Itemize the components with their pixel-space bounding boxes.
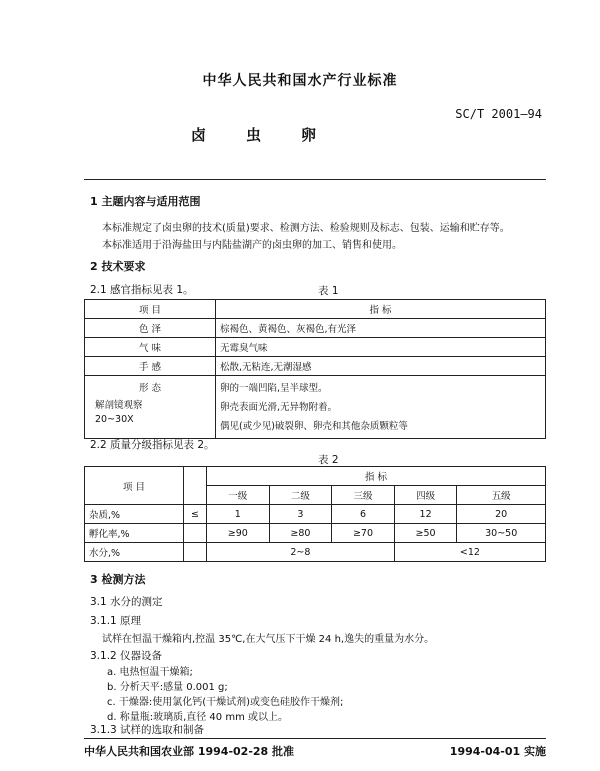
standard-header: 中华人民共和国水产行业标准 — [202, 73, 398, 89]
table-row — [85, 376, 546, 439]
table-2-op-header — [184, 467, 207, 505]
table-row — [85, 300, 546, 319]
table-1-shape-line: 偶见(或少见)破裂卵、卵壳和其他杂质颗粒等 — [220, 421, 408, 432]
section-2-2: 2.2 质量分级指标见表 2。 — [90, 439, 215, 451]
table-2-grade: 三级 — [332, 486, 395, 505]
table-2-op — [184, 543, 207, 562]
table-2-value: 1 — [207, 505, 270, 524]
table-1-item: 色 泽 — [85, 319, 216, 338]
table-1-value: 松散,无粘连,无潮湿感 — [216, 357, 546, 376]
section-3-1-1-text: 试样在恒温干燥箱内,控温 35℃,在大气压下干燥 24 h,逸失的重量为水分。 — [102, 634, 435, 645]
section-1-para-2: 本标准适用于沿海盐田与内陆盐湖产的卤虫卵的加工、销售和使用。 — [102, 240, 402, 251]
equipment-c: c. 干燥器:使用氯化钙(干燥试剂)或变色硅胶作干燥剂; — [107, 697, 344, 708]
table-row — [85, 524, 546, 543]
table-2-item: 孵化率,% — [85, 524, 184, 543]
table-1-col-item: 项 目 — [85, 300, 216, 319]
table-row — [85, 338, 546, 357]
section-2-heading: 2 技术要求 — [90, 260, 146, 273]
table-row — [85, 543, 546, 562]
section-1-heading: 1 主题内容与适用范围 — [90, 195, 201, 208]
table-1-shape-mag: 20~30X — [95, 414, 134, 425]
table-2-value: ≥90 — [207, 524, 270, 543]
table-row — [85, 467, 546, 486]
table-2-grade: 四级 — [394, 486, 457, 505]
table-2-col-index: 指 标 — [207, 467, 546, 486]
title-char-2: 虫 — [246, 126, 262, 144]
table-2-moisture-a: 2~8 — [207, 543, 395, 562]
table-2-op: ≤ — [184, 505, 207, 524]
footer-effective: 1994-04-01 实施 — [449, 745, 546, 758]
table-2-value: 20 — [457, 505, 546, 524]
table-2-value: ≥80 — [269, 524, 332, 543]
table-1-caption: 表 1 — [318, 285, 339, 297]
section-2-1: 2.1 感官指标见表 1。 — [90, 284, 194, 296]
title-char-1: 卤 — [191, 126, 207, 144]
footer-rule — [84, 738, 546, 739]
section-3-heading: 3 检测方法 — [90, 573, 146, 586]
table-2-caption: 表 2 — [318, 454, 339, 466]
table-row — [85, 505, 546, 524]
table-2-value: 6 — [332, 505, 395, 524]
table-2-value: 3 — [269, 505, 332, 524]
title-char-3: 卵 — [301, 126, 317, 144]
section-1-para-1: 本标准规定了卤虫卵的技术(质量)要求、检测方法、检验规则及标志、包装、运输和贮存等。 — [102, 223, 510, 234]
equipment-d: d. 称量瓶:玻璃质,直径 40 mm 或以上。 — [107, 712, 288, 723]
table-1-shape-item: 形 态 — [138, 383, 162, 394]
top-rule — [84, 179, 546, 180]
standard-number: SC/T 2001—94 — [455, 107, 542, 121]
footer-issuer: 中华人民共和国农业部 1994-02-28 批准 — [84, 745, 295, 758]
table-2-value: 30~50 — [457, 524, 546, 543]
table-2 — [84, 466, 546, 562]
section-3-1: 3.1 水分的测定 — [90, 596, 163, 608]
section-3-1-3: 3.1.3 试样的选取和制备 — [90, 724, 205, 736]
table-2-grade: 二级 — [269, 486, 332, 505]
section-3-1-2: 3.1.2 仪器设备 — [90, 650, 163, 662]
table-1-shape-line: 卵壳表面光滑,无异物附着。 — [220, 402, 338, 413]
equipment-b: b. 分析天平:感量 0.001 g; — [107, 682, 228, 693]
table-2-op — [184, 524, 207, 543]
table-2-col-item: 项 目 — [85, 467, 184, 505]
equipment-a: a. 电热恒温干燥箱; — [107, 667, 193, 678]
table-1-value: 无霉臭气味 — [216, 338, 546, 357]
table-1-shape-values — [216, 376, 546, 439]
table-1-shape-cell — [85, 376, 216, 439]
table-2-grade: 五级 — [457, 486, 546, 505]
table-1 — [84, 299, 546, 439]
table-row — [85, 357, 546, 376]
table-1-value: 棕褐色、黄褐色、灰褐色,有光泽 — [216, 319, 546, 338]
table-2-item: 水分,% — [85, 543, 184, 562]
table-2-value: ≥50 — [394, 524, 457, 543]
table-2-moisture-b: <12 — [394, 543, 545, 562]
table-row — [85, 319, 546, 338]
table-2-value: 12 — [394, 505, 457, 524]
section-3-1-1: 3.1.1 原理 — [90, 615, 142, 627]
table-1-shape-sub: 解剖镜观察 — [95, 400, 143, 411]
table-2-value: ≥70 — [332, 524, 395, 543]
table-2-item: 杂质,% — [85, 505, 184, 524]
table-1-shape-line: 卵的一端凹陷,呈半球型。 — [220, 383, 328, 394]
table-1-col-index: 指 标 — [216, 300, 546, 319]
table-2-grade: 一级 — [207, 486, 270, 505]
table-1-item: 气 味 — [85, 338, 216, 357]
table-1-item: 手 感 — [85, 357, 216, 376]
